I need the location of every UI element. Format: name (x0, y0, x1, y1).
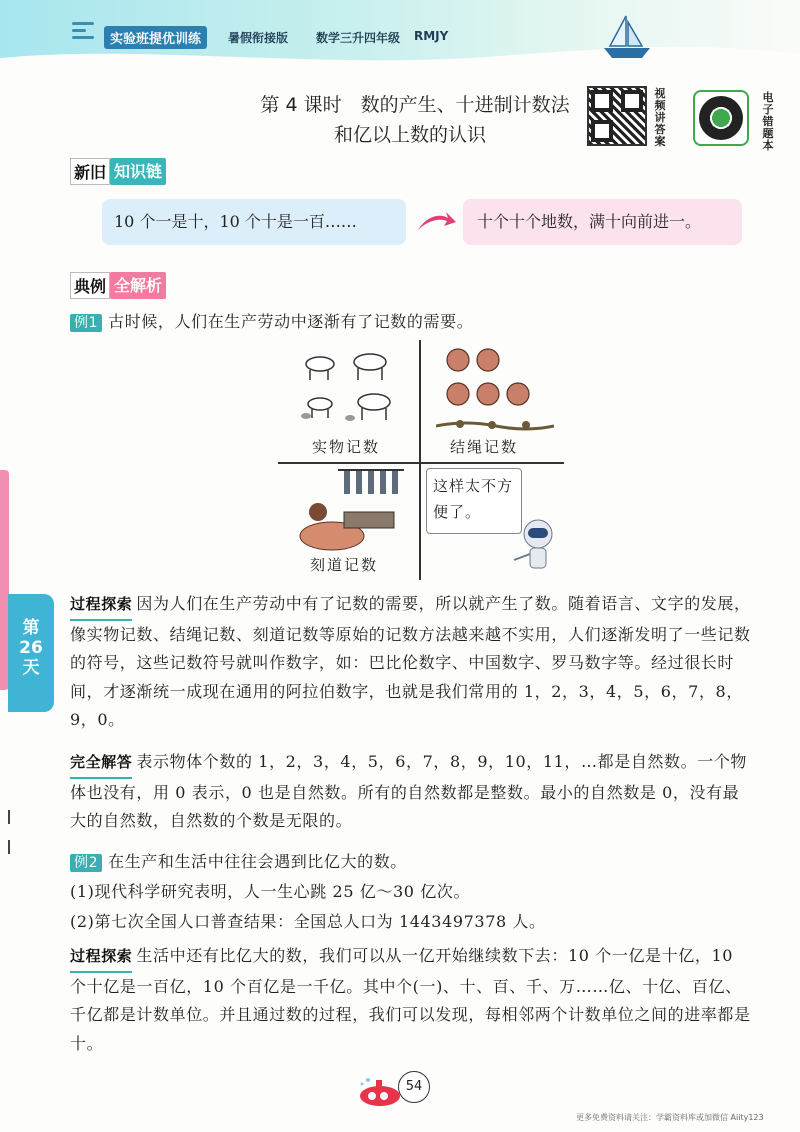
caption-knot-counting: 结绳记数 (450, 438, 519, 456)
example-2-item-2: (2)第七次全国人口普查结果：全国总人口为 1443497378 人。 (70, 912, 546, 931)
video-qr-label: 视频讲答案 (654, 87, 666, 148)
grade-label: 数学三升四年级 (316, 31, 401, 45)
submarine-icon (356, 1074, 404, 1110)
sailboat-icon (598, 14, 656, 62)
exploration-paragraph-2 (70, 942, 752, 1058)
robot-icon (508, 516, 560, 572)
examples-head-dark: 典例 (70, 272, 110, 299)
answer-text: 表示物体个数的 1，2，3，4，5，6，7，8，9，10，11，…都是自然数。一个物体也没有，用 0 表示，0 也是自然数。所有的自然数都是整数。最小的自然数是 0，没有最大的自然数，自然数的个数是无限的。 (70, 752, 748, 831)
goats-illustration (298, 346, 408, 430)
title-line-1: 第 4 课时 数的产生、十进制计数法 (260, 94, 570, 116)
exploration-tag-1: 过程探索 (70, 590, 132, 621)
day-tab (8, 594, 54, 712)
example-1 (70, 308, 750, 337)
knowledge-old-box: 10 个一是十，10 个十是一百…… (102, 199, 406, 245)
caption-notch-counting: 刻道记数 (310, 556, 379, 574)
title-line-2: 和亿以上数的认识 (333, 124, 486, 146)
lesson-title (0, 87, 800, 150)
knowledge-chain-header (70, 158, 166, 185)
error-book-label: 电子错题本 (762, 91, 774, 152)
arrow-right-icon (416, 208, 458, 236)
examples-head-highlight: 全解析 (110, 272, 166, 299)
day-tab-number: 26 (19, 638, 43, 658)
counting-methods-figure (278, 340, 564, 580)
example-2 (70, 848, 752, 877)
speech-bubble: 这样太不方便了。 (426, 468, 522, 534)
footer-note: 更多免费资料请关注：学霸资料库或加微信 Aiity123 (576, 1113, 764, 1122)
answer-paragraph (70, 748, 752, 836)
day-tab-prefix: 第 (22, 618, 40, 638)
knowledge-head-highlight: 知识链 (110, 158, 166, 185)
caption-object-counting: 实物记数 (312, 438, 381, 456)
pots-and-knotted-rope-illustration (436, 346, 554, 432)
exploration-tag-2: 过程探索 (70, 942, 132, 973)
header-lines-icon (72, 22, 94, 43)
brand-label: 实验班提优训练 (104, 26, 207, 49)
edition-label: 暑假衔接版 (228, 31, 289, 45)
answer-tag: 完全解答 (70, 748, 132, 779)
example-2-text: 在生产和生活中往往会遇到比亿大的数。 (108, 852, 407, 871)
example-1-badge: 例1 (70, 314, 102, 332)
margin-tick (8, 810, 10, 824)
margin-tick (8, 840, 10, 854)
carving-person-illustration (292, 466, 416, 552)
error-book-qr-code[interactable] (693, 90, 749, 146)
knowledge-head-dark: 新旧 (70, 158, 110, 185)
day-tab-suffix: 天 (22, 658, 40, 678)
knowledge-new-box: 十个十个地数，满十向前进一。 (463, 199, 742, 245)
exploration-text-2: 生活中还有比亿大的数，我们可以从一亿开始继续数下去：10 个一亿是十亿，10 个十亿是一百亿，10 个百亿是一千亿。其中个(一)、十、百、千、万……亿、十亿、百亿、千亿都是计数单位。并且通过数的过程，我们可以发现，每相邻两个计数单位之间的进率都是十。 (70, 946, 751, 1053)
example-1-text: 古时候，人们在生产劳动中逐渐有了记数的需要。 (108, 312, 474, 331)
example-2-item-1: (1)现代科学研究表明，人一生心跳 25 亿～30 亿次。 (70, 882, 471, 901)
examples-header (70, 272, 166, 299)
exploration-text-1: 因为人们在生产劳动中有了记数的需要，所以就产生了数。随着语言、文字的发展，像实物记数、结绳记数、刻道记数等原始的记数方法越来越不实用，人们逐渐发明了一些记数的符号，这些记数符号就叫作数字，如：巴比伦数字、中国数字、罗马数字等。经过很长时间，才逐渐统一成现在通用的阿拉伯数字，也就是我们常用的 1，2，3，4，5，6，7，8，9，0。 (70, 594, 751, 730)
page-number: 54 (398, 1071, 430, 1103)
video-qr-code[interactable] (587, 86, 647, 146)
exploration-paragraph-1 (70, 590, 752, 735)
example-2-badge: 例2 (70, 854, 102, 872)
publisher-label: RMJY (414, 29, 449, 43)
